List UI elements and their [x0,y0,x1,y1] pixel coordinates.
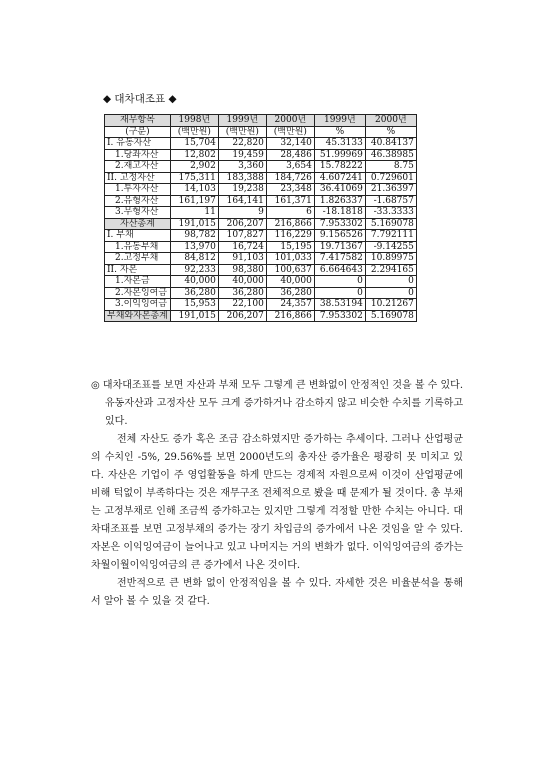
table-row [105,276,417,288]
analysis-text [91,377,463,611]
value-cell: 40.84137 [365,138,416,150]
table-row [105,230,417,242]
value-cell: -1.68757 [365,195,416,207]
header-cell: 1999년 [314,115,365,127]
value-cell: 5.169078 [365,310,416,322]
row-label-cell: 3.무형자산 [105,207,171,219]
value-cell: 100,637 [266,264,314,276]
value-cell: 9.156526 [314,230,365,242]
table-row [105,241,417,253]
value-cell: 16,724 [218,241,266,253]
value-cell: 107,827 [218,230,266,242]
table-row [105,161,417,173]
value-cell: 40,000 [266,276,314,288]
value-cell: 51.99969 [314,149,365,161]
paragraph: ◎ 대차대조표를 보면 자산과 부채 모두 그렇게 큰 변화없이 안정적인 것을 볼 수 있다. 유동자산과 고정자산 모두 크게 증가하거나 감소하지 않고 비슷한 수치를 기록하고 있다. [91,380,464,427]
value-cell: 10.21267 [365,299,416,311]
value-cell: -33.3333 [365,207,416,219]
row-label-cell: II. 고정자산 [105,172,171,184]
value-cell: 206,207 [218,218,266,230]
row-label-cell: 2.자본잉여금 [105,287,171,299]
value-cell: 206,207 [218,310,266,322]
row-label-cell: 1.당좌자산 [105,149,171,161]
table-row [105,138,417,150]
row-label-cell: II. 자본 [105,264,171,276]
value-cell: 36,280 [218,287,266,299]
value-cell: 32,140 [266,138,314,150]
value-cell: 7.417582 [314,253,365,265]
value-cell: 0 [314,276,365,288]
table-row [105,195,417,207]
value-cell: 7.792111 [365,230,416,242]
value-cell: 19,238 [218,184,266,196]
value-cell: 3,654 [266,161,314,173]
value-cell: 191,015 [170,218,218,230]
header-cell: 재무항목 [105,115,171,127]
table-row [105,207,417,219]
value-cell: 3,360 [218,161,266,173]
value-cell: 0.729601 [365,172,416,184]
row-label-cell: 2.재고자산 [105,161,171,173]
value-cell: 116,229 [266,230,314,242]
value-cell: 101,033 [266,253,314,265]
row-label-cell: 1.투자자산 [105,184,171,196]
value-cell: 15,704 [170,138,218,150]
value-cell: 98,380 [218,264,266,276]
value-cell: 15,195 [266,241,314,253]
value-cell: 15,953 [170,299,218,311]
value-cell: 19,459 [218,149,266,161]
value-cell: 40,000 [218,276,266,288]
value-cell: 7.953302 [314,310,365,322]
value-cell: -18.1818 [314,207,365,219]
header-cell: 2000년 [266,115,314,127]
row-label-cell: 3.이익잉여금 [105,299,171,311]
table-row [105,264,417,276]
paragraph: 전반적으로 큰 변화 없이 안정적임을 볼 수 있다. 자세한 것은 비율분석을 통해서 알아 볼 수 있을 것 같다. [91,578,463,607]
row-label-cell: I. 부채 [105,230,171,242]
row-label-cell: 2.유형자산 [105,195,171,207]
value-cell: 183,388 [218,172,266,184]
value-cell: 22,100 [218,299,266,311]
value-cell: 0 [365,276,416,288]
row-label-cell: I. 유동자산 [105,138,171,150]
value-cell: 8.75 [365,161,416,173]
value-cell: 13,970 [170,241,218,253]
value-cell: 40,000 [170,276,218,288]
row-label-cell: 2.고정부채 [105,253,171,265]
value-cell: 84,812 [170,253,218,265]
value-cell: 4.607241 [314,172,365,184]
value-cell: 36.41069 [314,184,365,196]
table-title: ◆ 대차대조표 ◆ [103,93,177,105]
value-cell: -9.14255 [365,241,416,253]
row-label-cell: 부채와자본총계 [105,310,171,322]
value-cell: 2.294165 [365,264,416,276]
header-cell: 1999년 [218,115,266,127]
value-cell: 7.953302 [314,218,365,230]
value-cell: 45.3133 [314,138,365,150]
table-units-row [105,126,417,138]
value-cell: 36,280 [170,287,218,299]
value-cell: 0 [314,287,365,299]
table-row [105,184,417,196]
table-row [105,287,417,299]
table-row [105,299,417,311]
table-row [105,172,417,184]
value-cell: 216,866 [266,310,314,322]
value-cell: 161,197 [170,195,218,207]
table-row [105,253,417,265]
header-cell: 2000년 [365,115,416,127]
value-cell: 9 [218,207,266,219]
value-cell: 98,782 [170,230,218,242]
table-row [105,149,417,161]
value-cell: 22,820 [218,138,266,150]
value-cell: 6 [266,207,314,219]
value-cell: 216,866 [266,218,314,230]
value-cell: 6.664643 [314,264,365,276]
value-cell: 161,371 [266,195,314,207]
value-cell: 5.169078 [365,218,416,230]
value-cell: 38.53194 [314,299,365,311]
table-row [105,218,417,230]
row-label-cell: 1.유동부채 [105,241,171,253]
value-cell: 191,015 [170,310,218,322]
value-cell: 92,233 [170,264,218,276]
paragraph: 전체 자산도 증가 혹은 조금 감소하였지만 증가하는 추세이다. 그러나 산업평균의 수치인 -5%, 29.56%를 보면 2000년도의 총자산 증가율은 평광히 못 미치고 있다. 자산은 기업이 주 영업활동을 하게 만드는 경제적 자원으로써 이것이 산업평균에 비해 턱없이 부족하다는 것은 재무구조 전체적으로 봤을 때 문제가 될 것이다. 총 부채는 고정부채로 인해 조금씩 증가하고는 있지만 그렇게 걱정할 만한 수치는 아니다. 대차대조표를 보면 고정부채의 증가는 장기 차입금의 증가에서 나온 것임을 알 수 있다. 자본은 이익잉여금이 늘어나고 있고 나머지는 거의 변화가 없다. 이익잉여금의 증가는 차월이월이익잉여금의 큰 증가에서 나온 것이다. [91,434,463,571]
value-cell: 175,311 [170,172,218,184]
value-cell: 36,280 [266,287,314,299]
table-row [105,310,417,322]
table-header-row [105,115,417,127]
unit-cell: (구분) [105,126,171,138]
value-cell: 10.89975 [365,253,416,265]
value-cell: 19.71367 [314,241,365,253]
unit-cell: % [314,126,365,138]
value-cell: 91,103 [218,253,266,265]
row-label-cell: 1.자본금 [105,276,171,288]
unit-cell: (백만원) [266,126,314,138]
value-cell: 1.826337 [314,195,365,207]
value-cell: 11 [170,207,218,219]
value-cell: 24,357 [266,299,314,311]
value-cell: 0 [365,287,416,299]
value-cell: 2,902 [170,161,218,173]
unit-cell: (백만원) [218,126,266,138]
value-cell: 12,802 [170,149,218,161]
value-cell: 28,486 [266,149,314,161]
value-cell: 23,348 [266,184,314,196]
value-cell: 184,726 [266,172,314,184]
value-cell: 14,103 [170,184,218,196]
row-label-cell: 자산총계 [105,218,171,230]
header-cell: 1998년 [170,115,218,127]
value-cell: 46.38985 [365,149,416,161]
value-cell: 164,141 [218,195,266,207]
unit-cell: % [365,126,416,138]
unit-cell: (백만원) [170,126,218,138]
value-cell: 21.36397 [365,184,416,196]
balance-sheet-table [104,114,417,322]
value-cell: 15.78222 [314,161,365,173]
